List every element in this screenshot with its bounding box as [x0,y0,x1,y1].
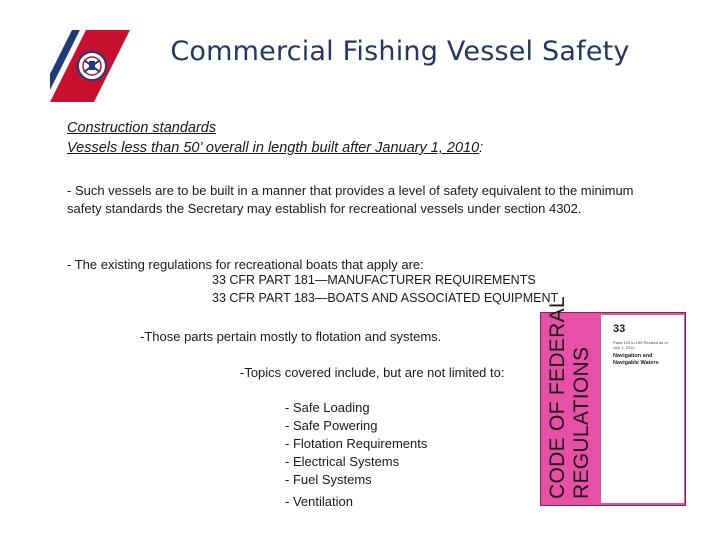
book-title-number: 33 [613,323,626,335]
section-subheading [67,140,483,156]
cfr-part-183: 33 CFR PART 183—BOATS AND ASSOCIATED EQUIPMENT [212,291,559,305]
page-title: Commercial Fishing Vessel Safety [170,36,630,67]
book-subtitle: Navigation and Navigable Waters [613,353,659,366]
cfr-book-cover [540,296,686,506]
section-heading: Construction standards [67,120,217,136]
subheading-colon: : [479,140,484,156]
book-spine-title [547,296,595,499]
subheading-text: Vessels less than 50’ overall in length built after January 1, 2010 [67,140,480,156]
racing-stripe-icon [50,30,130,102]
list-item: - Flotation Requirements [285,436,428,451]
list-item: - Safe Loading [285,400,370,415]
book-small-print: Parts 125 to 199 Revised as of July 1, 2011 [613,340,668,350]
book-spine-line-1: CODE OF FEDERAL [546,296,569,499]
list-item: - Electrical Systems [285,454,400,469]
paragraph-equivalent-safety: - Such vessels are to be built in a manner that provides a level of safety equivalent to the minimum safety standards the Secretary may establish for recreational vessels under section 4302. [67,183,634,216]
paragraph-parts-pertain: -Those parts pertain mostly to flotation and systems. [140,329,442,344]
list-item: - Ventilation [285,494,353,509]
list-item: - Safe Powering [285,418,378,433]
coast-guard-logo [50,30,130,102]
paragraph-existing-regulations: - The existing regulations for recreational boats that apply are: [67,257,424,272]
topics-list [285,399,427,511]
book-spine-line-2: REGULATIONS [570,346,593,499]
paragraph-topics-intro: -Topics covered include, but are not limited to: [240,365,505,380]
list-item: - Fuel Systems [285,472,372,487]
cfr-part-181: 33 CFR PART 181—MANUFACTURER REQUIREMENTS [212,273,536,287]
